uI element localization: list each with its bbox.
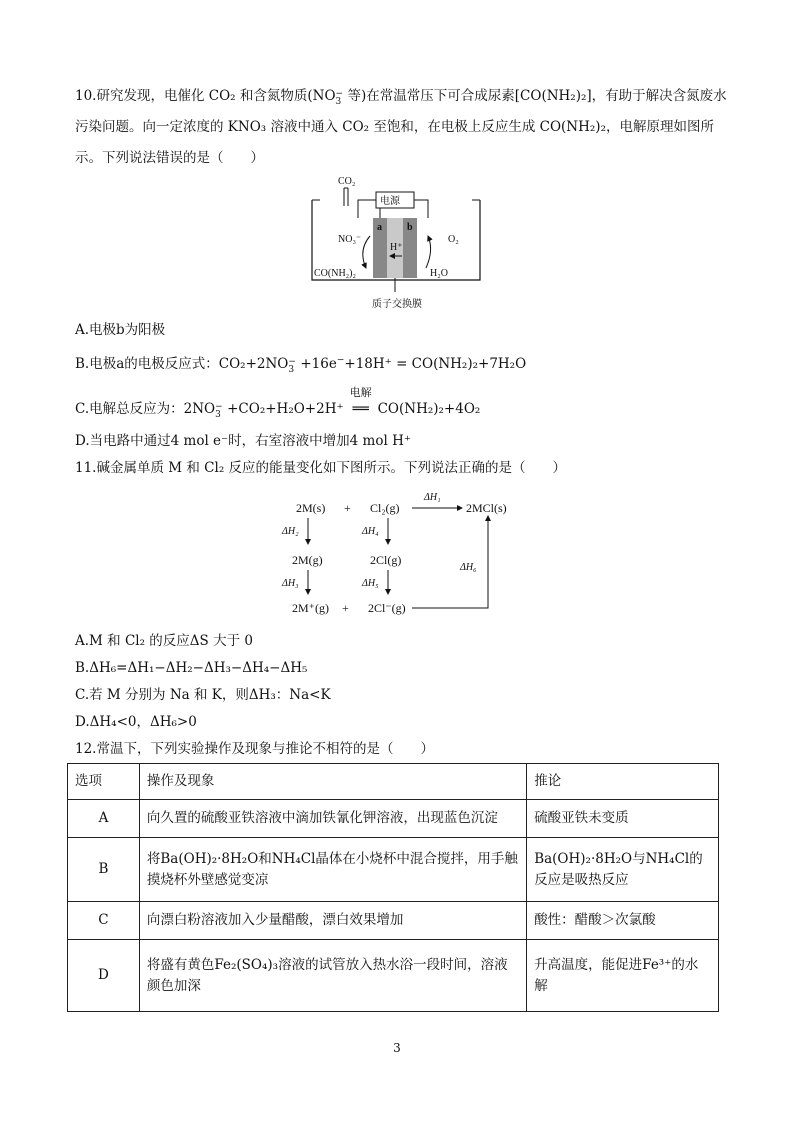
electrolysis-diagram [300, 170, 510, 318]
header-operation: 操作及现象 [139, 764, 526, 800]
electrolysis-equals: 电解 ══ [349, 386, 372, 417]
row-operation: 向漂白粉溶液加入少量醋酸，漂白效果增加 [139, 902, 526, 940]
page-number: 3 [393, 1041, 401, 1055]
power-label: 电源 [380, 196, 400, 207]
q10-stem-line2: 污染问题。向一定浓度的 KNO₃ 溶液中通入 CO₂ 至饱和，在电极上反应生成 CO(NH₂)₂，电解原理如图所 [75, 119, 714, 135]
dh5-label: ΔH₅ [362, 578, 379, 589]
dh6-label: ΔH₆ [460, 562, 477, 573]
table-header-row [68, 764, 719, 800]
dh4-label: ΔH₄ [362, 526, 379, 537]
q11-stem: 11.碱金属单质 M 和 Cl₂ 反应的能量变化如下图所示。下列说法正确的是（ ） [75, 460, 567, 476]
row-operation: 将Ba(OH)₂·8H₂O和NH₄Cl晶体在小烧杯中混合搅拌，用手触摸烧杯外壁感觉变凉 [139, 838, 526, 902]
q10-stem-line1: 10.研究发现，电催化 CO₂ 和含氮物质(NO − 3 等)在常温常压下可合成尿素[CO(NH₂)₂]，有助于解决含氮废水 [75, 88, 727, 107]
svg-text:+: + [344, 501, 351, 515]
table-row [68, 902, 719, 940]
q10-option-a: A.电极b为阳极 [75, 322, 166, 338]
urea-label: CO(NH₂)₂ [314, 268, 356, 279]
electrode-b-label: b [407, 222, 413, 233]
dh3-label: ΔH₃ [282, 578, 299, 589]
row-inference: 酸性：醋酸＞次氯酸 [527, 902, 719, 940]
table-row [68, 940, 719, 1012]
table-row [68, 800, 719, 838]
header-option: 选项 [68, 764, 140, 800]
row-inference: Ba(OH)₂·8H₂O与NH₄Cl的反应是吸热反应 [527, 838, 719, 902]
row-option: B [68, 838, 140, 902]
m-ion: 2M⁺(g) [292, 601, 329, 615]
q10-option-b: B.电极a的电极反应式：CO₂+2NO − 3 +16e−+18H⁺ = CO(NH₂)₂+7H₂O [75, 355, 527, 375]
co2-label: CO₂ [338, 176, 356, 187]
experiment-table [67, 763, 719, 1012]
membrane-label: 质子交换膜 [372, 299, 422, 310]
mcl-solid: 2MCl(s) [466, 501, 507, 515]
header-inference: 推论 [527, 764, 719, 800]
hplus-label: H⁺ [390, 242, 403, 253]
dh2-label: ΔH₂ [282, 526, 299, 537]
nitrate-fraction: − 3 [335, 89, 344, 107]
q11-option-c: C.若 M 分别为 Na 和 K，则ΔH₃：Na<K [75, 687, 331, 703]
q10-option-c: C.电解总反应为：2NO − 3 +CO₂+H₂O+2H⁺ 电解 ══ CO(NH₂)₂+4O₂ [75, 386, 481, 420]
row-inference: 升高温度，能促进Fe³⁺的水解 [527, 940, 719, 1012]
table-row [68, 838, 719, 902]
q11-option-b: B.ΔH₆=ΔH₁−ΔH₂−ΔH₃−ΔH₄−ΔH₅ [75, 660, 308, 676]
row-option: C [68, 902, 140, 940]
row-operation: 将盛有黄色Fe₂(SO₄)₃溶液的试管放入热水浴一段时间，溶液颜色加深 [139, 940, 526, 1012]
row-inference: 硫酸亚铁未变质 [527, 800, 719, 838]
m-solid: 2M(s) [296, 501, 326, 515]
row-option: A [68, 800, 140, 838]
q11-option-a: A.M 和 Cl₂ 的反应ΔS 大于 0 [75, 633, 253, 649]
m-gas: 2M(g) [292, 553, 323, 567]
nitrate-fraction: − 3 [288, 357, 296, 375]
q12-stem: 12.常温下，下列实验操作及现象与推论不相符的是（ ） [75, 741, 434, 757]
q10-option-d: D.当电路中通过4 mol e⁻时，右室溶液中增加4 mol H⁺ [75, 433, 411, 449]
nitrate-label: NO₃⁻ [338, 234, 362, 245]
born-haber-diagram [270, 486, 530, 618]
row-option: D [68, 940, 140, 1012]
cl2-gas: Cl₂(g) [370, 501, 400, 515]
cl-gas: 2Cl(g) [370, 553, 402, 567]
q10-stem-line3: 示。下列说法错误的是（ ） [75, 150, 264, 166]
nitrate-fraction: − 3 [215, 402, 223, 420]
electrode-a-label: a [377, 222, 382, 233]
dh1-label: ΔH₁ [424, 492, 441, 503]
svg-text:+: + [342, 601, 349, 615]
water-label: H₂O [430, 268, 448, 279]
q11-option-d: D.ΔH₄<0，ΔH₆>0 [75, 714, 197, 730]
cl-ion: 2Cl⁻(g) [368, 601, 406, 615]
row-operation: 向久置的硫酸亚铁溶液中滴加铁氰化钾溶液，出现蓝色沉淀 [139, 800, 526, 838]
o2-label: O₂ [448, 234, 459, 245]
